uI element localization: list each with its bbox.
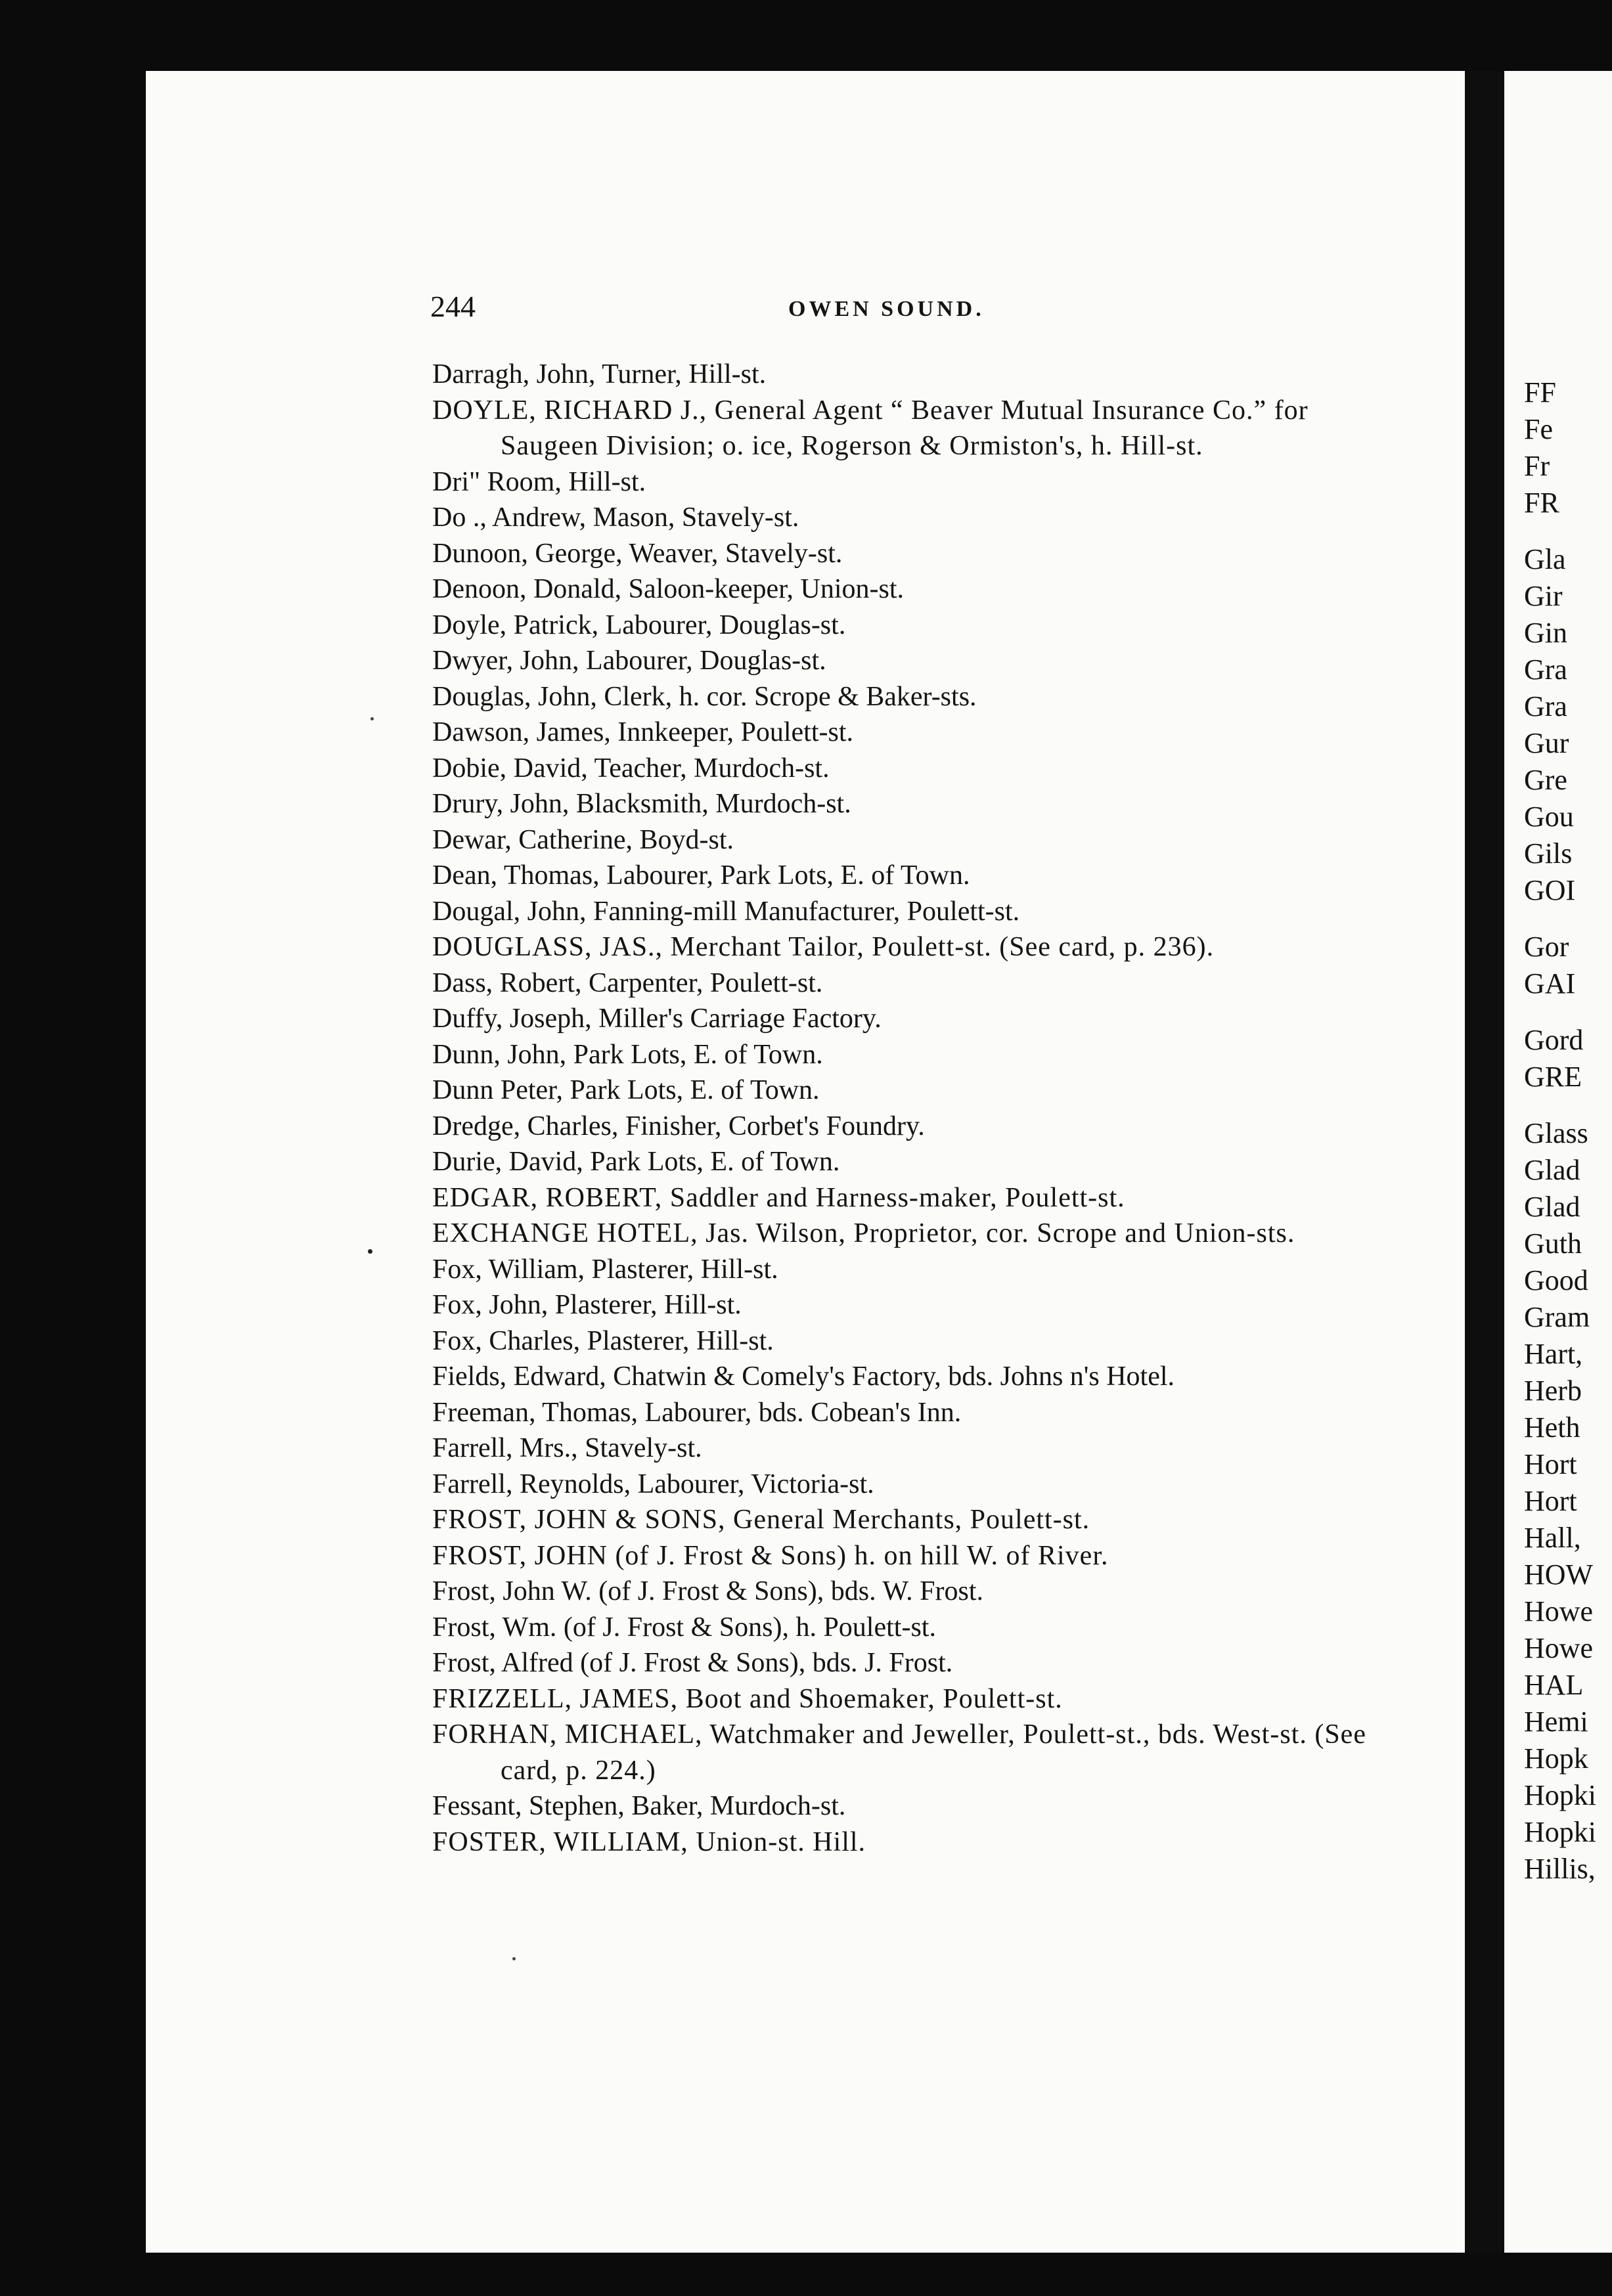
facing-page-fragment: Glass [1524,1117,1588,1149]
facing-page-fragment: Hart, [1524,1338,1583,1370]
directory-entry: Dunn Peter, Park Lots, E. of Town. [432,1075,820,1105]
facing-page-fragment: Hall, [1524,1522,1581,1554]
page-number: 244 [430,290,476,323]
facing-page-fragment: Herb [1524,1375,1582,1407]
scan-speck [370,717,374,720]
facing-page-fragment: Gra [1524,653,1567,686]
directory-entry: Dobie, David, Teacher, Murdoch-st. [432,753,830,784]
facing-page-fragment: Gin [1524,617,1567,649]
directory-entry: EDGAR, ROBERT, Saddler and Harness-maker, Poulett-st. [432,1182,1125,1213]
facing-page-fragment: Glad [1524,1154,1580,1186]
facing-page-fragment: GRE [1524,1061,1582,1093]
scan-speck [512,1957,516,1960]
directory-entry: Farrell, Mrs., Stavely-st. [432,1433,702,1463]
facing-page-fragment: Hopk [1524,1742,1588,1775]
facing-page-fragment: Fe [1524,413,1553,445]
facing-page-fragment: Gord [1524,1024,1584,1056]
facing-page-fragment: Gre [1524,764,1567,796]
directory-entry: Doyle, Patrick, Labourer, Douglas-st. [432,609,846,640]
facing-page-fragment: Hopki [1524,1779,1596,1811]
facing-page-fragment: Fr [1524,450,1550,482]
directory-entry: Fox, John, Plasterer, Hill-st. [432,1290,742,1320]
facing-page-fragment: FF [1524,376,1556,408]
directory-entry: Dewar, Catherine, Boyd-st. [432,824,734,855]
facing-page-fragments [1524,374,1596,1888]
directory-entry: Fox, William, Plasterer, Hill-st. [432,1254,778,1285]
facing-page-fragment: Hemi [1524,1706,1588,1738]
directory-entry: Frost, Wm. (of J. Frost & Sons), h. Poulett-st. [432,1612,936,1643]
directory-entry: Frost, Alfred (of J. Frost & Sons), bds. J. Frost. [432,1648,953,1678]
directory-entry: Duffy, Joseph, Miller's Carriage Factory. [432,1004,882,1034]
facing-page-fragment: HAL [1524,1669,1584,1701]
page-header [430,289,1376,335]
facing-page-fragment: FR [1524,487,1559,519]
directory-entry: Fox, Charles, Plasterer, Hill-st. [432,1325,774,1356]
directory-entry: DOYLE, RICHARD J., General Agent “ Beaver Mutual Insurance Co.” for Saugeen Division; o. ice, Rogerson & Ormiston's, h. Hill-st. [432,395,1309,461]
directory-entry: FORHAN, MICHAEL, Watchmaker and Jeweller, Poulett-st., bds. West-st. (See card, p. 224.) [432,1719,1366,1786]
page-gutter [1465,71,1504,2253]
facing-page-fragment: HOW [1524,1558,1594,1591]
facing-page-fragment: Gou [1524,801,1574,833]
directory-entry: Durie, David, Park Lots, E. of Town. [432,1147,840,1177]
directory-entry: Darragh, John, Turner, Hill-st. [432,359,767,389]
facing-page-fragment: GAI [1524,967,1576,1000]
facing-page-fragment: GOI [1524,874,1576,906]
directory-entry: Do ., Andrew, Mason, Stavely-st. [432,502,799,533]
facing-page-fragment: Gur [1524,727,1569,759]
directory-entry: Douglas, John, Clerk, h. cor. Scrope & Baker-sts. [432,681,977,712]
facing-page-fragment: Glad [1524,1191,1580,1223]
facing-page-fragment: Gra [1524,690,1567,722]
facing-page-fragment: Howe [1524,1632,1594,1664]
facing-page-fragment: Heth [1524,1411,1580,1444]
directory-entry: Dredge, Charles, Finisher, Corbet's Foundry. [432,1111,925,1141]
directory-entry: Fields, Edward, Chatwin & Comely's Factory, bds. Johns n's Hotel. [432,1361,1175,1392]
directory-entry: Dass, Robert, Carpenter, Poulett-st. [432,967,823,998]
facing-page-fragment: Gils [1524,837,1573,870]
directory-entry: FOSTER, WILLIAM, Union-st. Hill. [432,1826,866,1857]
directory-entry: Dunn, John, Park Lots, E. of Town. [432,1039,823,1070]
facing-page-fragment: Howe [1524,1595,1594,1627]
facing-page-fragment: Good [1524,1264,1588,1296]
directory-entry: Dwyer, John, Labourer, Douglas-st. [432,646,826,676]
directory-entry: Dawson, James, Innkeeper, Poulett-st. [432,717,854,747]
facing-page-fragment: Guth [1524,1227,1582,1260]
directory-entry: Fessant, Stephen, Baker, Murdoch-st. [432,1791,846,1821]
facing-page-fragment: Gram [1524,1301,1590,1333]
directory-entry: Denoon, Donald, Saloon-keeper, Union-st. [432,574,904,604]
directory-entry: DOUGLASS, JAS., Merchant Tailor, Poulett-st. (See card, p. 236). [432,932,1215,962]
facing-page-fragment: Hopki [1524,1816,1596,1848]
running-head: OWEN SOUND. [788,297,985,321]
facing-page-fragment: Hort [1524,1448,1577,1480]
directory-entry: EXCHANGE HOTEL, Jas. Wilson, Proprietor, cor. Scrope and Union-sts. [432,1218,1295,1248]
directory-entry: Frost, John W. (of J. Frost & Sons), bds. W. Frost. [432,1576,983,1606]
facing-page [1504,71,1612,2253]
directory-entries [432,357,1393,1860]
directory-entry: FROST, JOHN (of J. Frost & Sons) h. on hill W. of River. [432,1540,1109,1571]
directory-entry: Dougal, John, Fanning-mill Manufacturer, Poulett-st. [432,896,1020,927]
directory-entry: Dean, Thomas, Labourer, Park Lots, E. of Town. [432,860,970,891]
directory-entry: Drury, John, Blacksmith, Murdoch-st. [432,789,851,819]
facing-page-fragment: Hillis, [1524,1853,1596,1885]
facing-page-fragment: Gir [1524,580,1563,612]
facing-page-fragment: Hort [1524,1485,1577,1517]
directory-entry: Farrell, Reynolds, Labourer, Victoria-st. [432,1468,874,1499]
directory-entry: Dunoon, George, Weaver, Stavely-st. [432,538,843,569]
directory-entry: FROST, JOHN & SONS, General Merchants, Poulett-st. [432,1505,1090,1535]
scan-speck [368,1249,372,1254]
directory-entry: Dri" Room, Hill-st. [432,466,646,497]
directory-entry: Freeman, Thomas, Labourer, bds. Cobean's Inn. [432,1397,962,1428]
directory-entry: FRIZZELL, JAMES, Boot and Shoemaker, Poulett-st. [432,1683,1063,1714]
facing-page-fragment: Gor [1524,931,1569,963]
facing-page-fragment: Gla [1524,543,1566,575]
